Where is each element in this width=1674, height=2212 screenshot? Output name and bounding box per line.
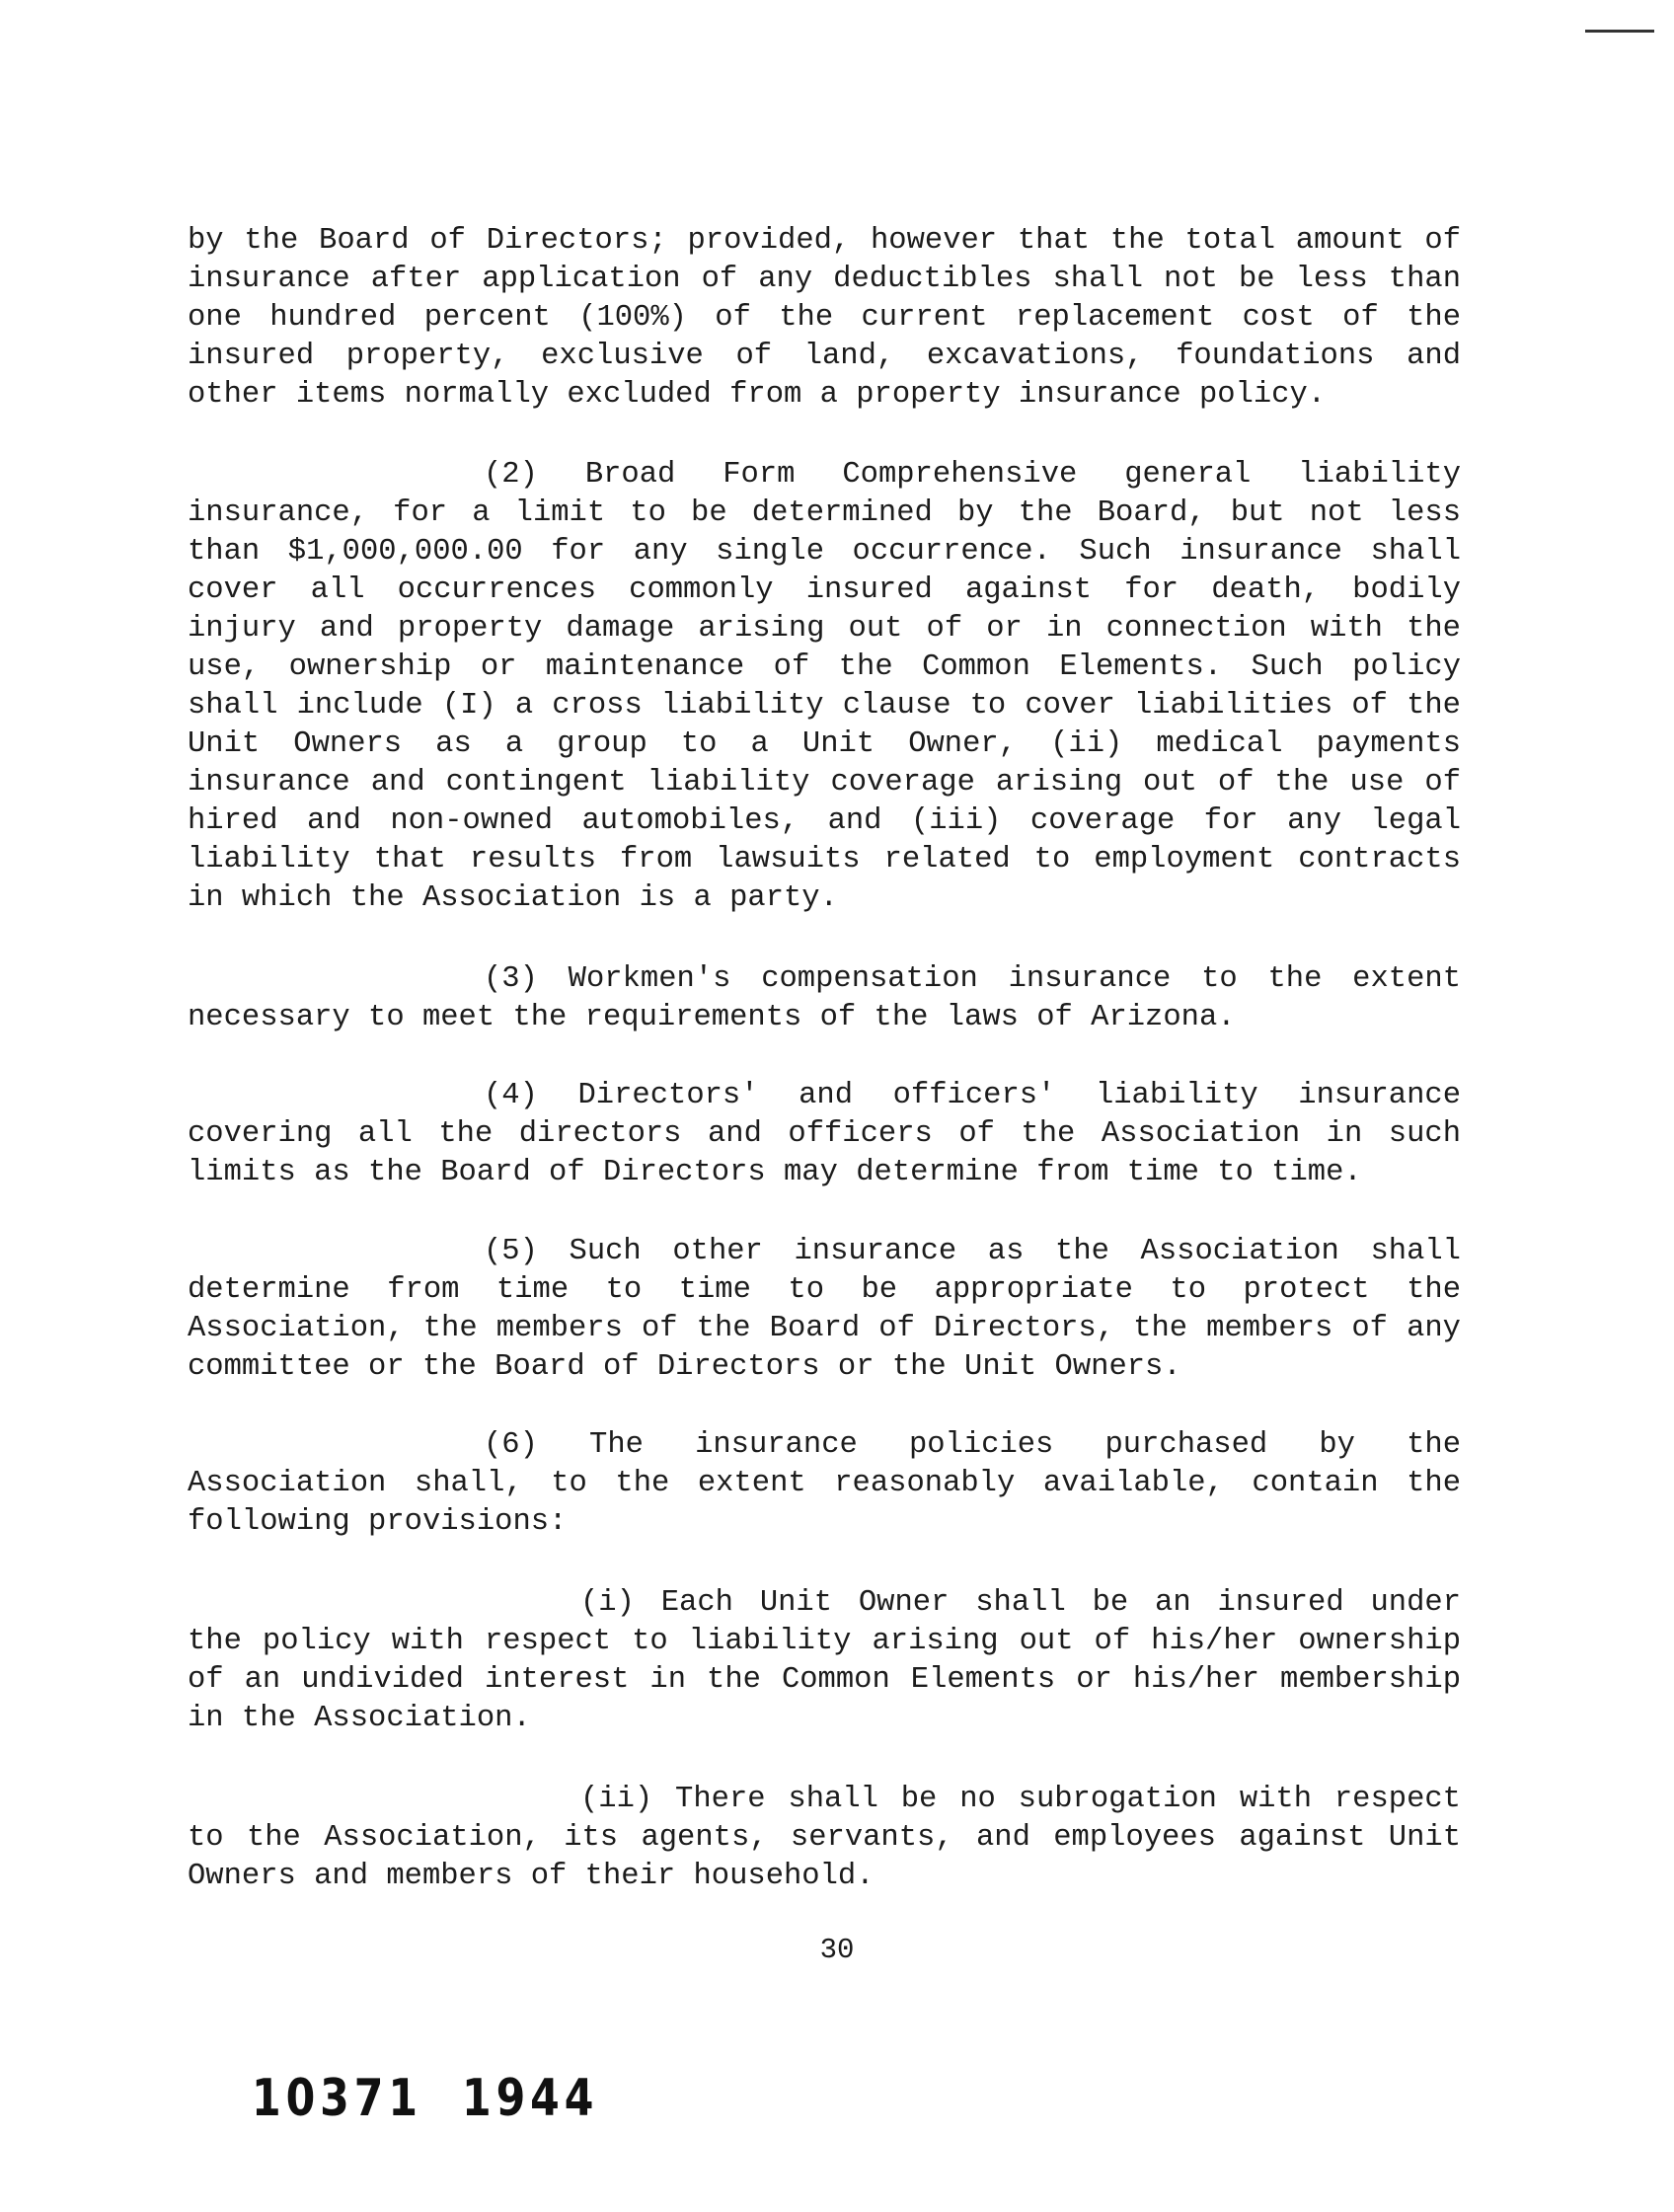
header-rule [1585, 30, 1654, 33]
paragraph-liability-insurance: (2) Broad Form Comprehensive general liability insurance, for a limit to be determined by the Board, but not less than $1,000,000.00 for any single occurrence. Such insurance shall cover all occurrences commonly insured against for death, bodily injury and property damage arising out of or in connection with the use, ownership or maintenance of the Common Elements. Such policy shall include (I) a cross liability clause to cover liabilities of the Unit Owners as a group to a Unit Owner, (ii) medical payments insurance and contingent liability coverage arising out of the use of hired and non-owned automobiles, and (iii) coverage for any legal liability that results from lawsuits related to employment contracts in which the Association is a party. [188, 458, 1461, 915]
paragraph-provision-i: (i) Each Unit Owner shall be an insured under the policy with respect to liability arising out of his/her ownership of an undivided interest in the Common Elements or his/her membership in the Association. [188, 1586, 1461, 1735]
paragraph-policy-provisions: (6) The insurance policies purchased by the Association shall, to the extent reasonably available, contain the following provisions: [188, 1428, 1461, 1539]
paragraph-directors-officers-insurance: (4) Directors' and officers' liability insurance covering all the directors and officers of the Association in such limits as the Board of Directors may determine from time to time. [188, 1079, 1461, 1189]
recording-stamp-docket: 10371 [252, 2069, 422, 2128]
page-number: 30 [819, 1934, 855, 1966]
recording-stamp-page: 1944 [462, 2069, 599, 2128]
paragraph-other-insurance: (5) Such other insurance as the Association shall determine from time to time to be appropriate to protect the Association, the members of the Board of Directors, the members of any committee or the Board of Directors or the Unit Owners. [188, 1235, 1461, 1384]
paragraph-property-insurance-continued: by the Board of Directors; provided, however that the total amount of insurance after application of any deductibles shall not be less than one hundred percent (100%) of the current replacement cost of the insured property, exclusive of land, excavations, foundations and other items normally excluded from a property insurance policy. [188, 224, 1461, 412]
paragraph-workmens-compensation: (3) Workmen's compensation insurance to the extent necessary to meet the requirements of the laws of Arizona. [188, 962, 1461, 1034]
paragraph-provision-ii: (ii) There shall be no subrogation with respect to the Association, its agents, servants, and employees against Unit Owners and members of their household. [188, 1783, 1461, 1893]
